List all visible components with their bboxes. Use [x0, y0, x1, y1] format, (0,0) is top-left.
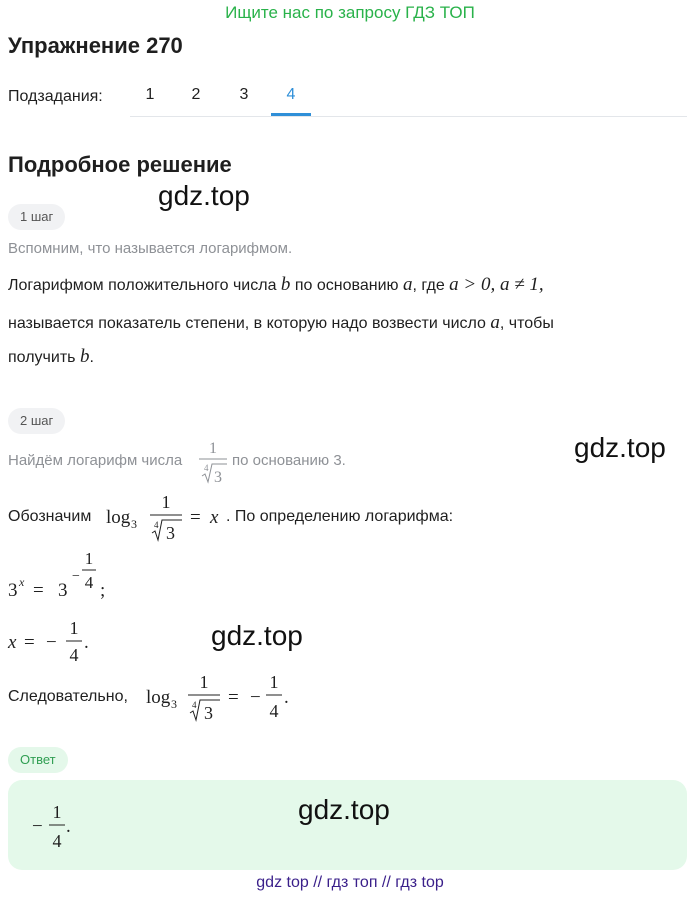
equals-sign: =	[190, 507, 201, 528]
equation-x-value	[6, 616, 96, 668]
section-title: Подробное решение	[8, 152, 232, 177]
exponent-numerator: 1	[84, 549, 94, 568]
variable-x: x	[8, 632, 17, 653]
text-fragment: .	[89, 349, 94, 366]
equals-sign: =	[228, 687, 239, 708]
equals-sign: =	[33, 580, 44, 601]
active-tab-indicator	[271, 113, 311, 116]
root-radicand: 3	[204, 703, 213, 723]
exponent-minus: −	[72, 569, 80, 584]
text-fragment: , чтобы	[499, 315, 554, 332]
minus-sign: −	[250, 687, 261, 708]
watermark: gdz.top	[298, 794, 390, 825]
exponent-denominator: 4	[84, 573, 94, 592]
step1-line2	[8, 312, 554, 334]
step-badge-1: 1 шаг	[8, 204, 65, 230]
root-radicand: 3	[166, 523, 175, 543]
log-base: 3	[171, 697, 177, 711]
math-b: b	[79, 346, 90, 367]
text-fragment: по основанию	[294, 277, 399, 294]
period: .	[284, 687, 289, 708]
subtask-tab-3[interactable]: 3	[239, 86, 249, 103]
semicolon: ;	[100, 580, 106, 601]
step2-hint-part1: Найдём логарифм числа	[8, 452, 183, 469]
fraction-numerator: 1	[199, 672, 209, 692]
fraction-numerator: 1	[161, 492, 171, 512]
text-fragment: получить	[8, 349, 76, 366]
log-base: 3	[131, 517, 137, 531]
text-fragment: , где	[412, 277, 445, 294]
period: .	[84, 632, 89, 653]
log-word: log	[106, 507, 131, 528]
subtasks-label: Подзадания:	[8, 88, 103, 105]
subtask-tab-4[interactable]: 4	[286, 86, 296, 103]
exercise-title: Упражнение 270	[8, 33, 183, 58]
subtask-tab-1[interactable]: 1	[145, 86, 155, 103]
step2-conclusion-label: Следовательно,	[8, 688, 128, 705]
fraction-denominator: 4	[69, 645, 79, 665]
step-badge-2: 2 шаг	[8, 408, 65, 434]
promo-banner: Ищите нас по запросу ГДЗ ТОП	[225, 3, 475, 22]
equation-powers	[6, 548, 116, 604]
answer-badge: Ответ	[8, 747, 68, 773]
text-fragment: Логарифмом положительного числа	[8, 277, 277, 294]
fraction-numerator: 1	[209, 440, 217, 457]
fraction-denominator: 4	[52, 831, 62, 851]
subtask-tabs	[130, 76, 687, 117]
watermark: gdz.top	[158, 180, 250, 211]
minus-sign: −	[32, 816, 43, 837]
minus-sign: −	[46, 632, 57, 653]
root-index: 4	[154, 520, 159, 530]
math-condition: a > 0, a ≠ 1,	[449, 274, 544, 295]
fraction-one-over-fourth-root-3	[196, 438, 230, 488]
root-radicand: 3	[214, 469, 222, 486]
math-a: a	[402, 274, 413, 295]
root-index: 4	[204, 463, 209, 473]
subtask-tab-2[interactable]: 2	[191, 86, 201, 103]
step1-line3	[8, 346, 94, 368]
step2-hint-part2: по основанию 3.	[232, 452, 346, 469]
fraction-numerator: 1	[69, 618, 79, 638]
text-fragment: называется показатель степени, в которую надо возвести число	[8, 315, 486, 332]
math-b: b	[280, 274, 291, 295]
fraction-numerator: 1	[269, 672, 279, 692]
watermark: gdz.top	[211, 620, 303, 651]
equals-sign: =	[24, 632, 35, 653]
power-base: 3	[58, 580, 68, 601]
answer-value	[28, 798, 88, 854]
math-a: a	[490, 312, 500, 333]
equation-conclusion	[144, 670, 294, 726]
step1-line1	[8, 274, 544, 296]
step2-denote-label: Обозначим	[8, 508, 92, 525]
footer-links[interactable]: gdz top // гдз топ // гдз top	[256, 874, 444, 891]
root-index: 4	[192, 700, 197, 710]
power-exponent-x: x	[19, 575, 25, 589]
step2-denote-suffix: . По определению логарифма:	[226, 508, 454, 525]
step1-hint: Вспомним, что называется логарифмом.	[8, 240, 293, 257]
variable-x: x	[210, 507, 219, 528]
log-word: log	[146, 687, 171, 708]
period: .	[66, 816, 71, 837]
power-base: 3	[8, 580, 18, 601]
fraction-numerator: 1	[52, 802, 62, 822]
watermark: gdz.top	[574, 432, 666, 463]
equation-log-definition	[104, 490, 232, 546]
fraction-denominator: 4	[269, 701, 279, 721]
